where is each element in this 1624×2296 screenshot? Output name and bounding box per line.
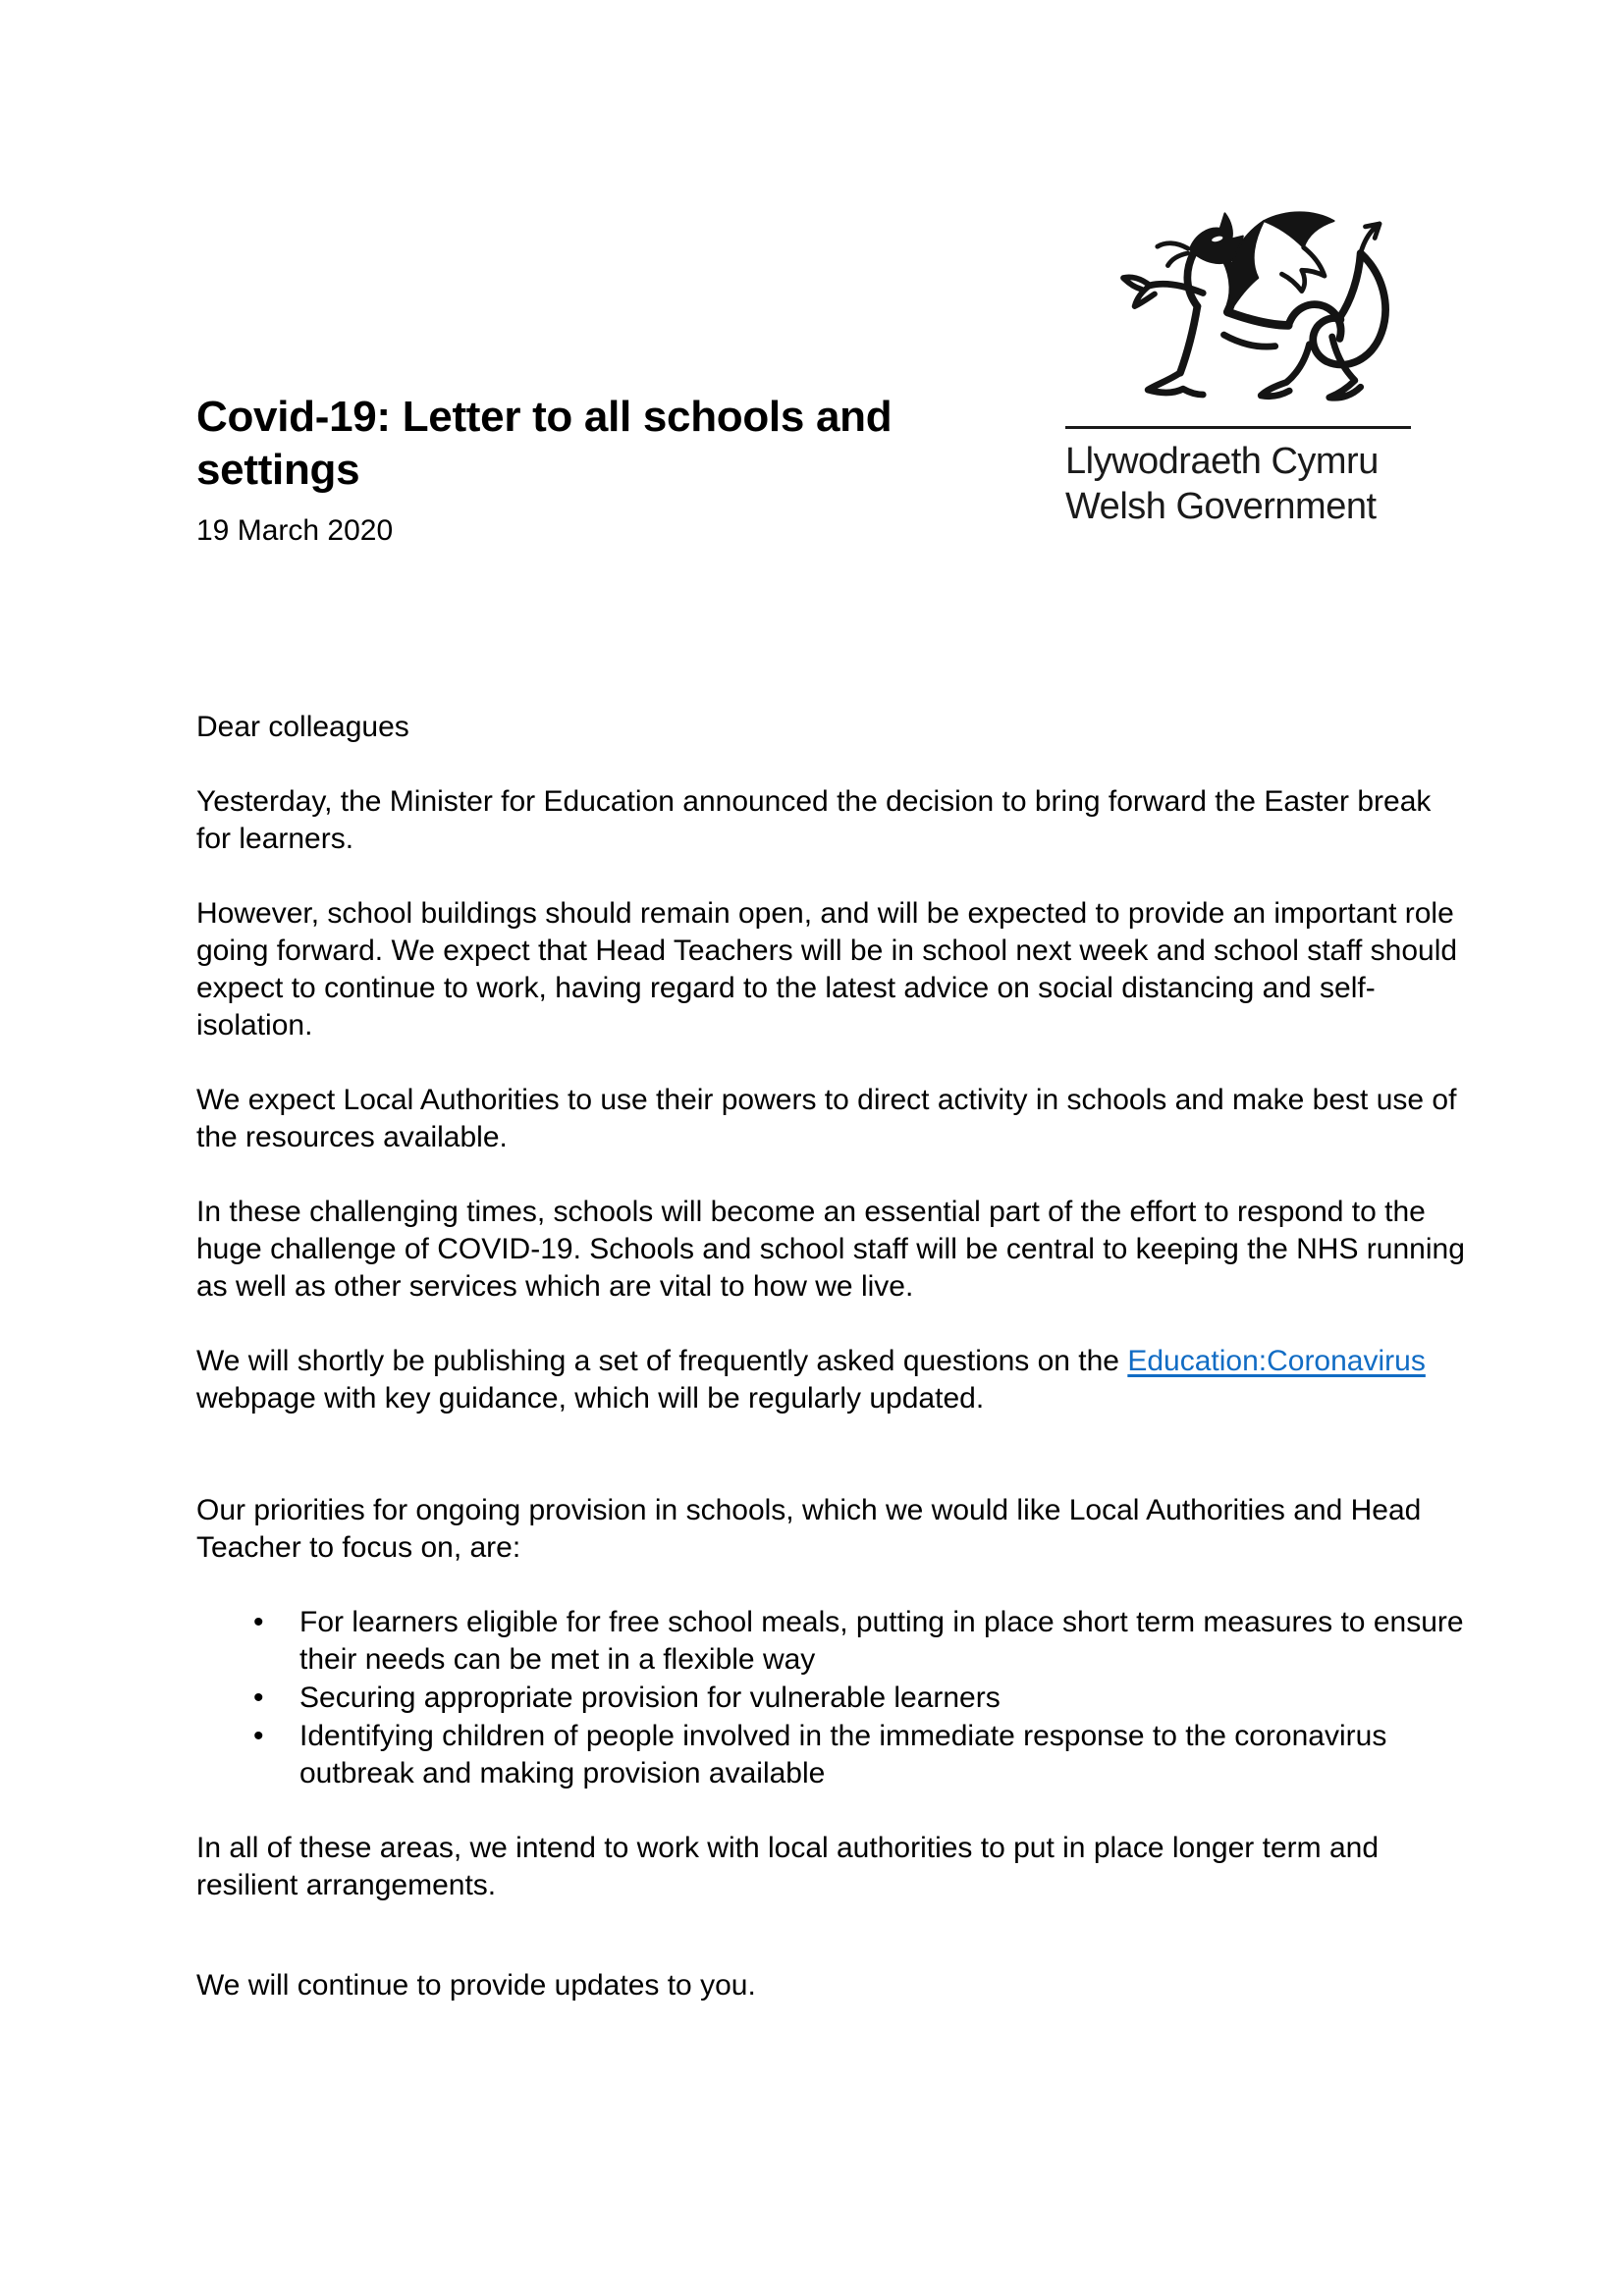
paragraph-priorities-intro: Our priorities for ongoing provision in schools, which we would like Local Authorities and Head Teacher to focus on, are: (196, 1494, 1422, 1564)
faq-text-before: We will shortly be publishing a set of frequently asked questions on the (196, 1345, 1128, 1377)
priorities-list (196, 1604, 1473, 1792)
letter-body (196, 709, 1473, 2042)
paragraph-updates: We will continue to provide updates to you. (196, 1969, 756, 2002)
logo-english-name: Welsh Government (1065, 486, 1377, 527)
salutation: Dear colleagues (196, 711, 409, 743)
logo-welsh-name: Llywodraeth Cymru (1065, 441, 1379, 482)
logo-divider (1065, 426, 1411, 429)
paragraph-challenging-times: In these challenging times, schools will become an essential part of the effort to respond to the huge challenge of COVID-19. Schools and school staff will be central to keeping the NHS running as well as other services which are vital to how we live. (196, 1196, 1465, 1303)
list-item: • Identifying children of people involved in the immediate response to the coronavirus outbreak and making provision available (196, 1718, 1473, 1792)
paragraph-local-authorities: We expect Local Authorities to use their powers to direct activity in schools and make best use of the resources available. (196, 1084, 1457, 1153)
paragraph-easter-break: Yesterday, the Minister for Education announced the decision to bring forward the Easter break for learners. (196, 785, 1432, 855)
paragraph-longer-term: In all of these areas, we intend to work with local authorities to put in place longer term and resilient arrangements. (196, 1832, 1379, 1901)
paragraph-faq (196, 1343, 1473, 1417)
letter-date: 19 March 2020 (196, 514, 394, 547)
list-item: • Securing appropriate provision for vulnerable learners (196, 1680, 1473, 1717)
welsh-government-logo (1065, 194, 1411, 529)
education-coronavirus-link[interactable]: Education:Coronavirus (1127, 1345, 1426, 1377)
paragraph-schools-open: However, school buildings should remain open, and will be expected to provide an important role going forward. We expect that Head Teachers will be in school next week and school staff should expect to continue to work, having regard to the latest advice on social distancing and self-isolation. (196, 897, 1458, 1041)
page-title: Covid-19: Letter to all schools and settings (196, 393, 893, 494)
faq-text-after: webpage with key guidance, which will be regularly updated. (196, 1382, 985, 1415)
welsh-dragon-icon (1073, 194, 1403, 422)
list-item: • For learners eligible for free school meals, putting in place short term measures to ensure their needs can be met in a flexible way (196, 1604, 1473, 1679)
title-block (196, 391, 952, 550)
logo-wordmark (1065, 439, 1411, 529)
